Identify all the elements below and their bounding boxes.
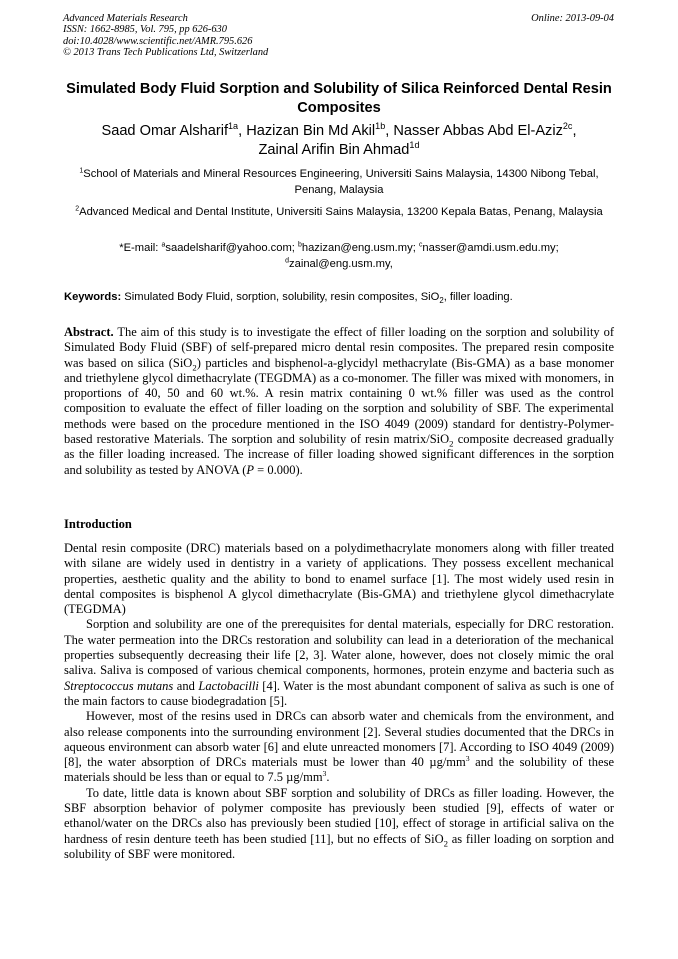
paragraph [64,786,614,862]
email-sup: a [161,241,166,249]
subscript: 2 [449,438,454,449]
author-separator: , [238,123,247,139]
affiliation-text: Advanced Medical and Dental Institute, Universiti Sains Malaysia, 13200 Kepala Batas, Penang, Malaysia [79,206,603,218]
author-separator: , [385,123,394,139]
issn-line: ISSN: 1662-8985, Vol. 795, pp 626-630 [63,24,227,36]
text: . [326,770,330,785]
affiliation-1 [60,166,618,198]
author-list [60,122,618,160]
affiliation-2 [60,204,618,220]
abstract-label: Abstract. [64,325,114,339]
doi-line: doi:10.4028/www.scientific.net/AMR.795.626 [63,35,253,47]
paper-title: Simulated Body Fluid Sorption and Solubility of Silica Reinforced Dental Resin Composites [66,81,612,116]
author-name: Nasser Abbas Abd El-Aziz [393,123,563,139]
author-name: Zainal Arifin Bin Ahmad [258,142,410,158]
text: and the solubility of these materials should be less than or equal to 7.5 µg/mm [64,755,614,785]
species-name: Streptococcus mutans [64,678,174,693]
author-affil-sup: 1a [228,121,239,132]
text: as filler loading on sorption and solubility of SBF were monitored. [64,831,614,861]
email-address[interactable]: hazizan@eng.usm.my; [301,242,419,254]
paragraph [64,617,614,709]
author-affil-sup: 2c [562,121,573,132]
copyright-line: © 2013 Trans Tech Publications Ltd, Switzerland [63,46,269,58]
introduction-body [64,541,614,862]
species-name: Lactobacilli [198,678,259,693]
author-affil-sup: 1b [375,121,386,132]
text: However, most of the resins used in DRCs can absorb water and chemicals from the environment, and also release components into the surrounding environment [2]. Several studies documented that the DRCs in aqueous environment can absorb water [6] and elute unreacted monomers [7]. According to ISO 4049 (2009) [8], the water absorption of DRCs materials must be lower than 40 µg/mm [64,709,614,770]
email-sup: b [298,241,302,249]
superscript: 3 [322,769,327,779]
email-address[interactable]: nasser@amdi.usm.edu.my; [422,242,559,254]
keywords-subscript: 2 [439,296,444,306]
online-date: Online: 2013-09-04 [531,13,614,24]
paragraph: Dental resin composite (DRC) materials based on a polydimethacrylate monomers along with filler treated with silane are widely used in dentistry in a variety of applications. They possess excellent mechanical properties, aesthetic quality and the ability to bond to enamel surface [1]. The most widely used resin in dental composites is bisphenol A glycol dimethacrylate (Bis-GMA) and triethylene glycol dimethacrylate (TEGDMA) [64,541,614,617]
author-name: Saad Omar Alsharif [101,123,229,139]
subscript: 2 [192,362,197,373]
text: and [173,678,199,693]
email-address[interactable]: saadelsharif@yahoo.com; [165,242,298,254]
abstract-text: = 0.000). [254,462,303,477]
author-affil-sup: 1d [409,140,420,151]
abstract-text: The aim of this study is to investigate the effect of filler loading on the sorption and solubility of Simulated Body Fluid (SBF) of self-prepared micro dental resin composites. The prepared resin composite was based on silica (SiO [64,325,614,370]
author-separator: , [572,123,577,139]
email-label: *E-mail: [119,242,162,254]
author-name: Hazizan Bin Md Akil [246,123,376,139]
keywords-label: Keywords: [64,291,122,303]
keywords-text-end: , filler loading. [443,291,513,303]
keywords [64,290,616,304]
abstract [64,325,614,478]
abstract-text: ) particles and bisphenol-a-glycidyl methacrylate (Bis-GMA) as a base monomer and triethylene glycol dimethacrylate (TEGDMA) as a co-monomer. The filler was mixed with monomers, in proportions of 40, 50 and 60 wt.%. A resin matrix containing 0 wt.% filler was used as the control composition to evaluate the effect of filler loading on the sorption and solubility of SBF. The experimental methods were based on the procedure mentioned in the ISO 4049 (2009) standard for dentistry-Polymer-based restorative Materials. The sorption and solubility of resin matrix/SiO [64,355,614,447]
email-address[interactable]: zainal@eng.usm.my, [289,258,393,270]
keywords-text: Simulated Body Fluid, sorption, solubility, resin composites, SiO [121,291,440,303]
subscript: 2 [443,838,449,849]
email-sup: d [285,257,290,265]
journal-name: Advanced Materials Research [63,13,188,24]
email-sup: c [418,241,423,249]
email-list [60,240,618,272]
p-value-symbol: P [246,462,255,477]
abstract-text: composite decreased gradually as the filler loading increased. The increase of filler loading showed significant differences in the sorption and solubility as tested by ANOVA ( [64,432,614,477]
paragraph [64,709,614,785]
journal-header [63,13,268,58]
affiliation-number: 2 [75,205,80,213]
section-heading-introduction: Introduction [64,517,132,531]
text: Sorption and solubility are one of the prerequisites for dental materials, especially for DRC restoration. The water permeation into the DRCs restoration and solubility can lead in a deterioration of the mechanical properties subsequently decreasing their life [2, 3]. Water alone, however, does not closely mimic the oral saliva. Saliva is composed of various chemical components, hormones, protein enzyme and bacteria such as [64,617,614,678]
text: [4]. Water is the most abundant component of saliva as such is one of the main factors to cause biodegradation [5]. [64,678,614,708]
text: To date, little data is known about SBF sorption and solubility of DRCs as filler loading. However, the SBF absorption behavior of polymer composite has previously been studied [9], effects of water or ethanol/water on the DRCs also has previously been studied [10], effect of storage in artificial saliva on the hardness of resin denture teeth has been studied [11], but no effects of SiO [64,785,614,846]
affiliation-number: 1 [79,167,84,175]
affiliation-text: School of Materials and Mineral Resources Engineering, Universiti Sains Malaysia, 14300 Nibong Tebal, Penang, Malaysia [83,168,599,196]
superscript: 3 [465,754,470,763]
